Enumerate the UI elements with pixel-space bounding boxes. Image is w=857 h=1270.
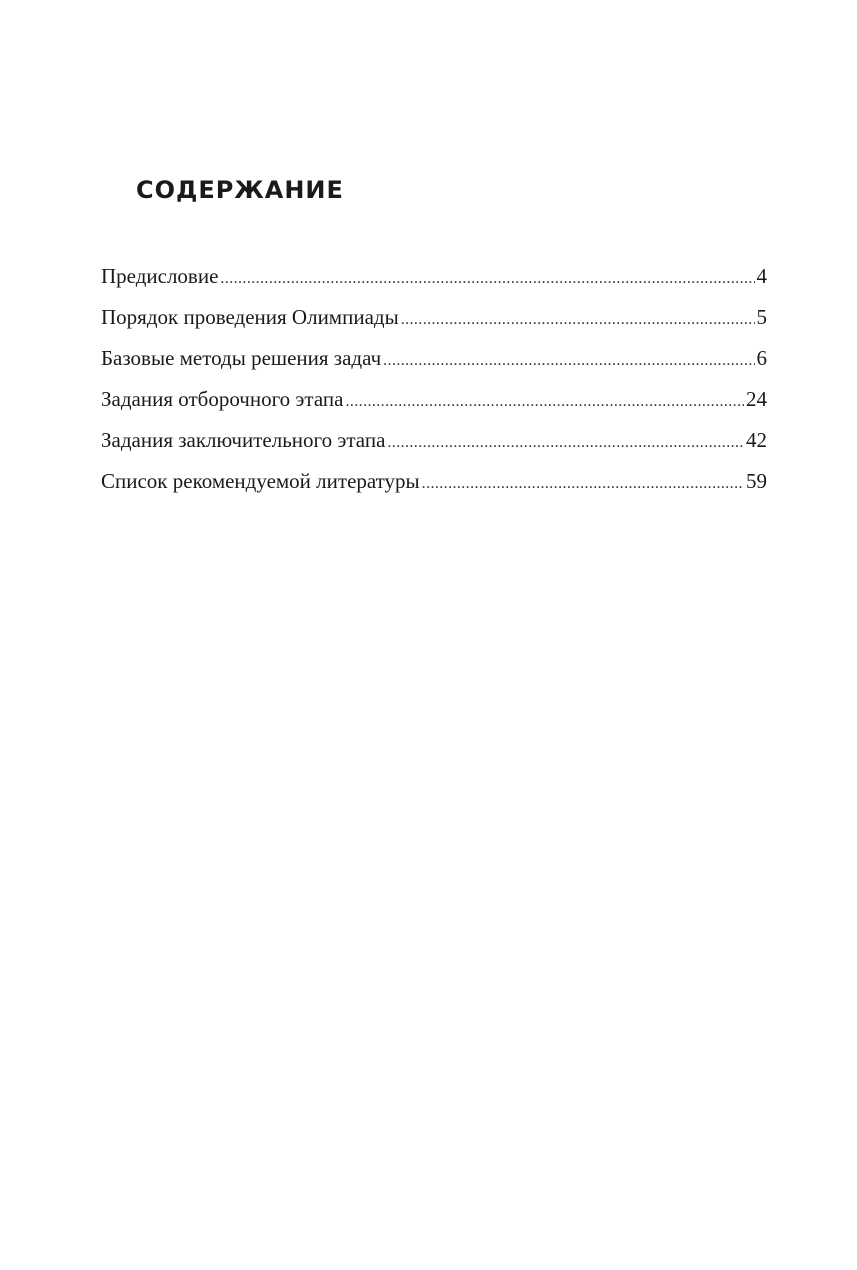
toc-entry[interactable]	[101, 387, 767, 428]
toc-entry-label: Предисловие	[101, 264, 219, 288]
toc-entry[interactable]	[101, 264, 767, 305]
toc-entry-label: Список рекомендуемой литературы	[101, 469, 420, 493]
toc-entry-page-number: 59	[746, 469, 767, 493]
toc-entry-page-number: 4	[756, 264, 767, 288]
toc-entry-label: Задания отборочного этапа	[101, 387, 344, 411]
toc-entry[interactable]	[101, 428, 767, 469]
toc-entry-label: Порядок проведения Олимпиады	[101, 305, 399, 329]
toc-entry[interactable]	[101, 305, 767, 346]
dot-leader	[220, 270, 754, 288]
toc-entry[interactable]	[101, 469, 767, 510]
toc-entry-label: Базовые методы решения задач	[101, 346, 382, 370]
toc-entry-page-number: 42	[746, 428, 767, 452]
dot-leader	[387, 434, 744, 452]
toc-entry-page-number: 24	[746, 387, 767, 411]
toc-entry-page-number: 5	[756, 305, 767, 329]
dot-leader	[345, 393, 744, 411]
dot-leader	[401, 311, 755, 329]
dot-leader	[422, 475, 744, 493]
toc-entry[interactable]	[101, 346, 767, 387]
dot-leader	[383, 352, 754, 370]
table-of-contents	[101, 264, 767, 510]
toc-entry-label: Задания заключительного этапа	[101, 428, 386, 452]
page-title: СОДЕРЖАНИЕ	[136, 176, 344, 204]
toc-entry-page-number: 6	[756, 346, 767, 370]
